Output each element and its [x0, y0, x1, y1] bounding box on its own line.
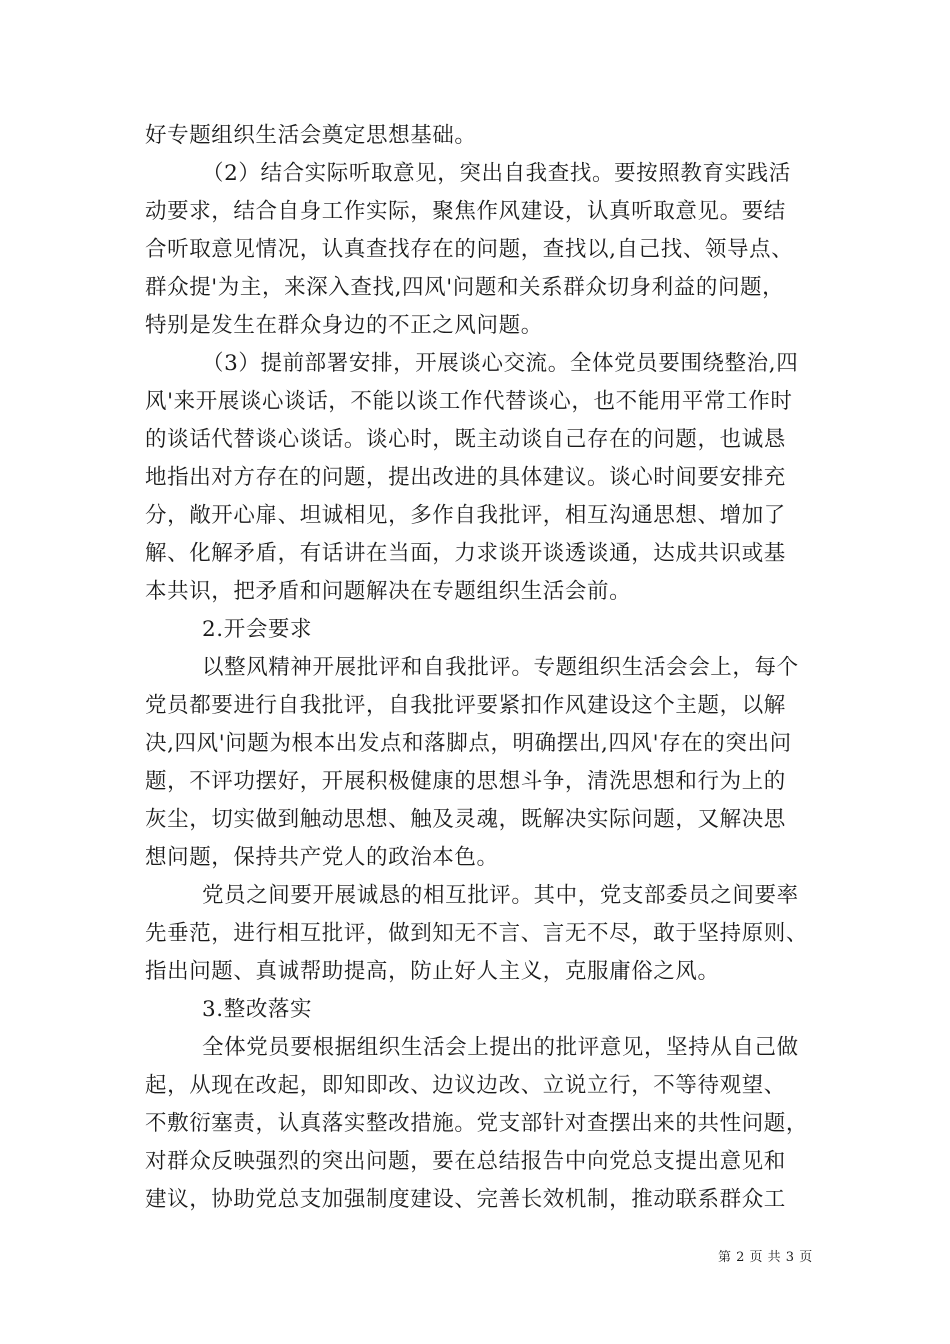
text-line: 本共识，把矛盾和问题解决在专题组织生活会前。 — [145, 579, 632, 604]
text-line: 题，不评功摆好，开展积极健康的思想斗争，清洗思想和行为上的 — [145, 769, 786, 794]
section-heading: 3.整改落实 — [202, 997, 313, 1022]
text-line: 特别是发生在群众身边的不正之风问题。 — [145, 313, 543, 338]
text-line: 动要求，结合自身工作实际，聚焦作风建设，认真听取意见。要结 — [145, 199, 786, 224]
section-heading: 2.开会要求 — [202, 617, 313, 642]
text-line: 的谈话代替谈心谈话。谈心时，既主动谈自己存在的问题，也诚恳 — [145, 427, 786, 452]
text-line: （2）结合实际听取意见，突出自我查找。要按照教育实践活 — [202, 161, 791, 186]
text-line: 灰尘，切实做到触动思想、触及灵魂，既解决实际问题，又解决思 — [145, 807, 786, 832]
text-line: 合听取意见情况，认真查找存在的问题，查找以,自己找、领导点、 — [145, 237, 794, 262]
text-line: 起，从现在改起，即知即改、边议边改、立说立行，不等待观望、 — [145, 1073, 786, 1098]
text-line: 不敷衍塞责，认真落实整改措施。党支部针对查摆出来的共性问题， — [145, 1111, 809, 1136]
text-line: 分，敞开心扉、坦诚相见，多作自我批评，相互沟通思想、增加了 — [145, 503, 786, 528]
text-line: 想问题，保持共产党人的政治本色。 — [145, 845, 499, 870]
text-line: 地指出对方存在的问题，提出改进的具体建议。谈心时间要安排充 — [145, 465, 786, 490]
text-line: （3）提前部署安排，开展谈心交流。全体党员要围绕整治,四 — [202, 351, 799, 376]
text-line: 群众提'为主，来深入查找,四风'问题和关系群众切身利益的问题， — [145, 275, 785, 300]
text-line: 指出问题、真诚帮助提高，防止好人主义，克服庸俗之风。 — [145, 959, 720, 984]
text-line: 党员都要进行自我批评，自我批评要紧扣作风建设这个主题，以解 — [145, 693, 786, 718]
text-line: 决,四风'问题为根本出发点和落脚点，明确摆出,四风'存在的突出问 — [145, 731, 792, 756]
text-line: 解、化解矛盾，有话讲在当面，力求谈开谈透谈通，达成共识或基 — [145, 541, 786, 566]
text-line: 以整风精神开展批评和自我批评。专题组织生活会会上，每个 — [202, 655, 799, 680]
text-line: 全体党员要根据组织生活会上提出的批评意见，坚持从自己做 — [202, 1035, 799, 1060]
text-line: 风'来开展谈心谈话，不能以谈工作代替谈心，也不能用平常工作时 — [145, 389, 793, 414]
text-line: 建议，协助党总支加强制度建设、完善长效机制，推动联系群众工 — [145, 1187, 786, 1212]
text-line: 对群众反映强烈的突出问题，要在总结报告中向党总支提出意见和 — [145, 1149, 786, 1174]
text-line: 党员之间要开展诚恳的相互批评。其中，党支部委员之间要率 — [202, 883, 799, 908]
page-number: 第 2 页 共 3 页 — [718, 1250, 813, 1265]
text-line: 先垂范，进行相互批评，做到知无不言、言无不尽，敢于坚持原则、 — [145, 921, 809, 946]
text-line: 好专题组织生活会奠定思想基础。 — [145, 123, 477, 148]
